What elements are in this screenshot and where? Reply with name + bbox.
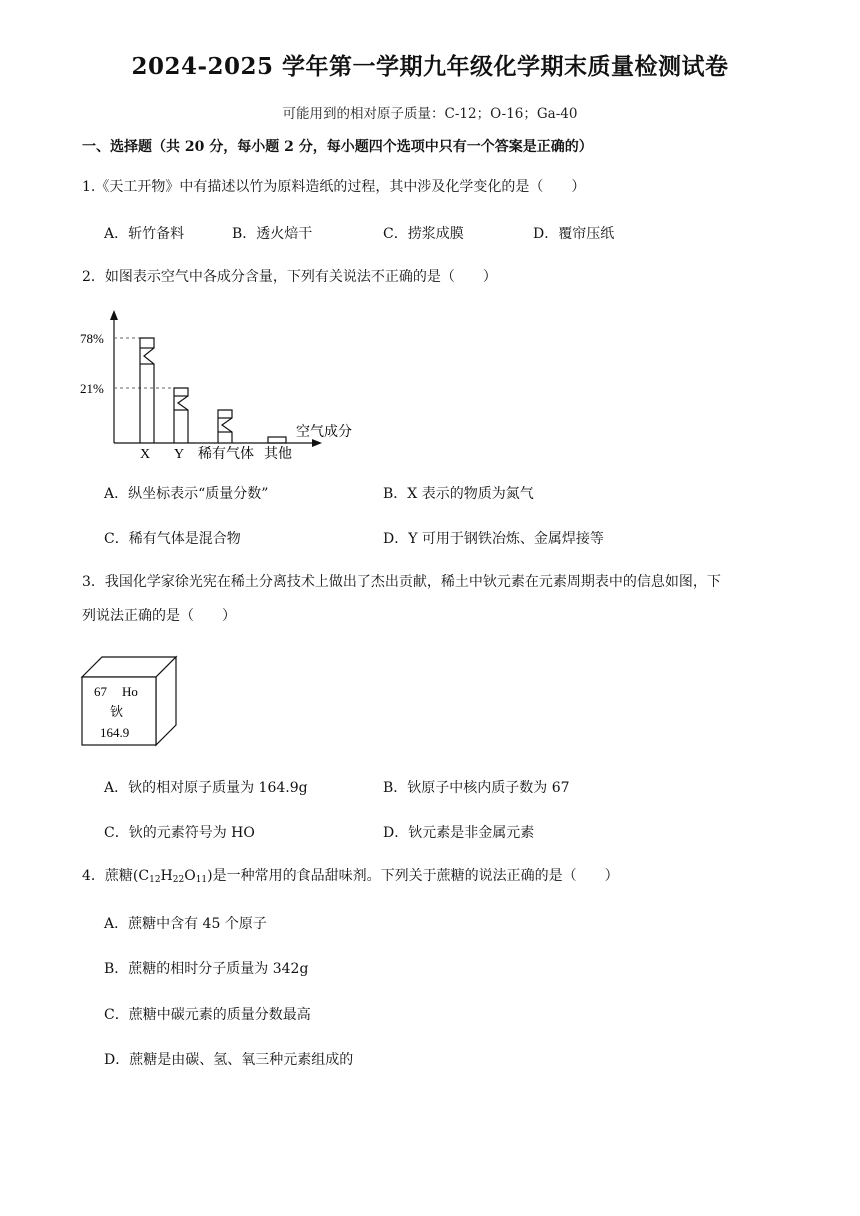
y-axis-arrow	[110, 310, 118, 320]
question-4-option-d: D．蔗糖是由碳、氢、氧三种元素组成的	[104, 1052, 354, 1068]
atomic-mass-note: 可能用到的相对原子质量：C-12；O-16；Ga-40	[282, 106, 578, 122]
tick-label-78: 78%	[80, 331, 104, 346]
question-1-option-c: C．捞浆成膜	[383, 226, 464, 242]
x-axis-arrow	[312, 439, 322, 447]
question-4-option-c: C．蔗糖中碳元素的质量分数最高	[104, 1007, 311, 1023]
section-heading: 一、选择题（共 20 分，每小题 2 分，每小题四个选项中只有一个答案是正确的）	[82, 139, 593, 155]
x-axis-title: 空气成分	[296, 424, 352, 440]
sucrose-formula: $C_{12}H_{22}O_{11}$	[138, 868, 208, 885]
question-2-option-d: D．Y 可用于钢铁冶炼、金属焊接等	[383, 531, 604, 547]
bar-x	[140, 338, 154, 443]
air-composition-chart	[76, 308, 376, 468]
question-4-option-a: A．蔗糖中含有 45 个原子	[104, 916, 267, 932]
page-title: 2024-2025 学年第一学期九年级化学期末质量检测试卷	[131, 53, 729, 80]
question-3-stem-line-2: 列说法正确的是（ ）	[82, 608, 236, 624]
question-2-stem: 2．如图表示空气中各成分含量，下列有关说法不正确的是（ ）	[82, 269, 497, 285]
bar-y	[174, 388, 188, 443]
question-3-option-c: C．钬的元素符号为 HO	[104, 825, 255, 841]
question-4-stem	[82, 859, 619, 897]
element-number: 67	[94, 684, 107, 699]
bar-other	[268, 437, 286, 443]
question-3-option-b: B．钬原子中核内质子数为 67	[383, 780, 570, 796]
element-mass: 164.9	[100, 725, 130, 740]
x-label-rare-gas: 稀有气体	[198, 446, 254, 462]
question-2-option-c: C．稀有气体是混合物	[104, 531, 241, 547]
holmium-element-cube	[80, 655, 180, 749]
question-3-stem-line-1: 3．我国化学家徐光宪在稀土分离技术上做出了杰出贡献，稀土中钬元素在元素周期表中的信息如图，下	[82, 574, 721, 590]
bar-rare-gas	[218, 410, 232, 443]
element-name: 钬	[110, 705, 124, 720]
question-1-option-d: D．覆帘压纸	[533, 226, 615, 242]
question-1-option-b: B．透火焙干	[232, 226, 313, 242]
x-label-x: X	[140, 447, 151, 462]
question-4-option-b: B．蔗糖的相时分子质量为 342g	[104, 961, 309, 977]
x-label-y: Y	[174, 447, 185, 462]
tick-label-21: 21%	[80, 381, 104, 396]
question-4-stem-pre: 4．蔗糖(	[82, 868, 139, 884]
question-1-stem: 1.《天工开物》中有描述以竹为原料造纸的过程，其中涉及化学变化的是（ ）	[82, 179, 586, 195]
element-symbol: Ho	[122, 684, 138, 699]
question-2-option-b: B．X 表示的物质为氮气	[383, 486, 534, 502]
x-label-other: 其他	[264, 446, 292, 462]
question-3-option-d: D．钬元素是非金属元素	[383, 825, 535, 841]
question-4-stem-post: )是一种常用的食品甜味剂。下列关于蔗糖的说法正确的是（ ）	[207, 868, 619, 884]
question-2-option-a: A．纵坐标表示“质量分数”	[104, 486, 269, 502]
question-1-option-a: A．斩竹备料	[104, 226, 185, 242]
question-3-option-a: A．钬的相对原子质量为 164.9g	[104, 780, 308, 796]
